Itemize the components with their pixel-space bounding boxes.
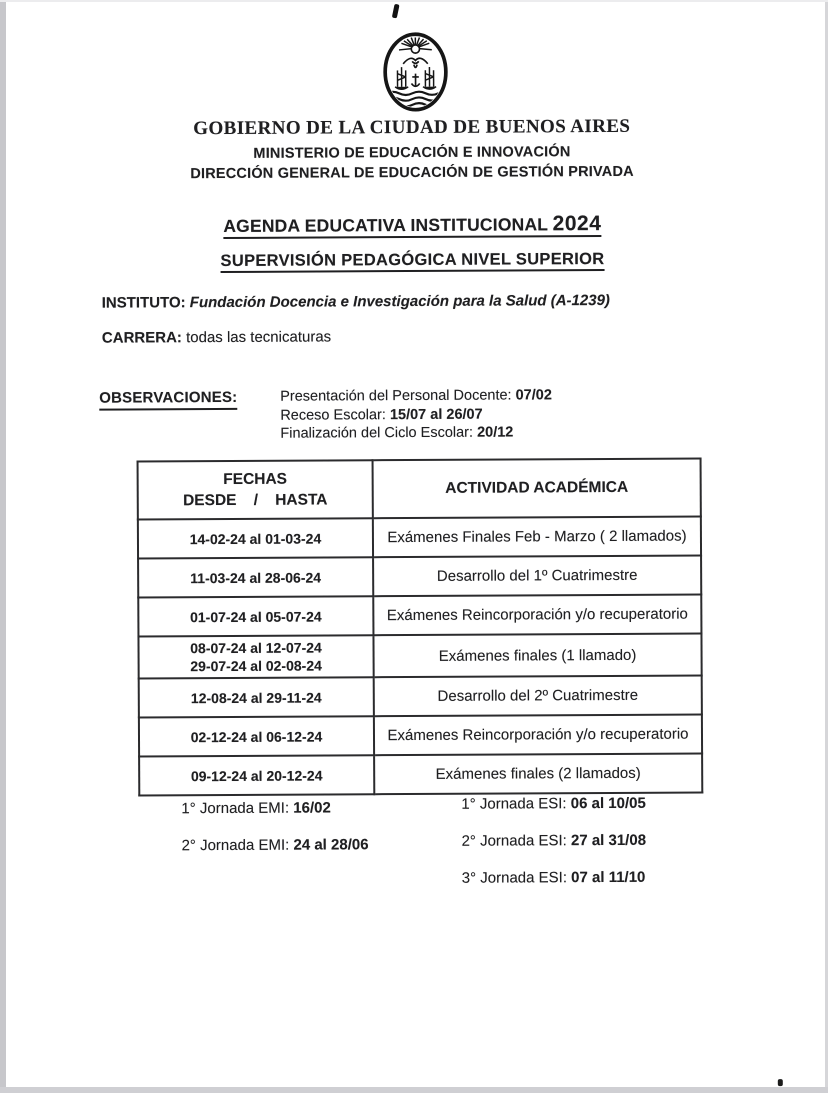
government-header bbox=[0, 115, 826, 183]
instituto-label: INSTITUTO: bbox=[101, 294, 186, 312]
date-range: 29-07-24 al 02-08-24 bbox=[190, 657, 322, 675]
cell-dates bbox=[138, 557, 373, 597]
cell-activity: Exámenes finales (1 llamado) bbox=[373, 633, 701, 677]
ministry-title: MINISTERIO DE EDUCACIÓN E INNOVACIÓN bbox=[253, 144, 571, 162]
observaciones-label: OBSERVACIONES: bbox=[99, 389, 237, 411]
agenda-title bbox=[0, 211, 826, 239]
observacion-item-text: Presentación del Personal Docente: bbox=[280, 387, 512, 405]
jornada-esi-item-value: 06 al 10/05 bbox=[570, 794, 646, 813]
date-range: 11-03-24 al 28-06-24 bbox=[190, 568, 322, 586]
carrera-value: todas las tecnicaturas bbox=[186, 328, 332, 347]
observaciones-list bbox=[280, 386, 552, 443]
cell-activity: Exámenes finales (2 llamados) bbox=[374, 753, 702, 794]
jornada-esi-item bbox=[461, 832, 646, 853]
gov-title: GOBIERNO DE LA CIUDAD DE BUENOS AIRES bbox=[193, 115, 631, 140]
cell-activity: Desarrollo del 2º Cuatrimestre bbox=[374, 675, 702, 716]
jornada-emi-item-value: 24 al 28/06 bbox=[293, 836, 369, 854]
scan-artifact-speck bbox=[778, 1079, 783, 1086]
observacion-item bbox=[280, 386, 552, 406]
jornada-esi-item bbox=[462, 869, 647, 890]
jornada-esi-item-text: 2° Jornada ESI: bbox=[461, 832, 567, 850]
coat-of-arms-icon bbox=[374, 25, 456, 119]
jornada-emi-item-text: 2° Jornada EMI: bbox=[181, 836, 290, 855]
table-row bbox=[139, 675, 702, 717]
carrera-label: CARRERA: bbox=[101, 329, 182, 347]
table-row bbox=[139, 753, 702, 795]
table-row bbox=[138, 633, 701, 678]
table-row bbox=[138, 594, 701, 636]
col-header-fechas bbox=[138, 460, 373, 519]
observacion-item-text: Finalización del Ciclo Escolar: bbox=[280, 424, 474, 442]
instituto-line bbox=[102, 292, 610, 312]
date-range: 02-12-24 al 06-12-24 bbox=[190, 727, 323, 745]
academic-schedule-table bbox=[137, 457, 704, 796]
jornada-emi-item bbox=[181, 799, 368, 820]
cell-dates bbox=[139, 755, 374, 795]
agenda-title-text: AGENDA EDUCATIVA INSTITUCIONAL bbox=[223, 214, 549, 236]
cell-dates bbox=[139, 677, 374, 717]
jornada-emi-item-value: 16/02 bbox=[293, 799, 331, 817]
scan-artifact-mark bbox=[392, 4, 400, 19]
jornada-emi-item bbox=[182, 836, 369, 857]
cell-dates bbox=[138, 518, 373, 558]
carrera-line bbox=[102, 328, 331, 346]
supervision-title-text: SUPERVISIÓN PEDAGÓGICA NIVEL SUPERIOR bbox=[220, 250, 604, 273]
jornada-esi-item-value: 27 al 31/08 bbox=[570, 831, 647, 850]
supervision-title bbox=[0, 249, 827, 272]
jornada-esi-item bbox=[461, 795, 646, 816]
agenda-year: 2024 bbox=[552, 212, 602, 236]
jornada-esi-item-text: 3° Jornada ESI: bbox=[461, 869, 568, 887]
date-range: 09-12-24 al 20-12-24 bbox=[190, 766, 323, 784]
jornada-esi-item-text: 1° Jornada ESI: bbox=[461, 795, 567, 813]
date-range: 01-07-24 al 05-07-24 bbox=[190, 607, 322, 625]
cell-activity: Exámenes Finales Feb - Marzo ( 2 llamados) bbox=[373, 516, 701, 557]
jornada-emi-item-text: 1° Jornada EMI: bbox=[181, 799, 290, 818]
fechas-label: FECHAS bbox=[223, 470, 288, 488]
direction-title: DIRECCIÓN GENERAL DE EDUCACIÓN DE GESTIÓN PRIVADA bbox=[190, 163, 634, 183]
cell-dates bbox=[138, 635, 373, 678]
table-row bbox=[139, 714, 702, 756]
observacion-item-value: 15/07 al 26/07 bbox=[389, 406, 483, 423]
date-range: 12-08-24 al 29-11-24 bbox=[190, 688, 322, 706]
cell-activity: Exámenes Reincorporación y/o recuperatorio bbox=[373, 594, 701, 635]
jornada-esi-item-value: 07 al 11/10 bbox=[571, 868, 646, 887]
observacion-item bbox=[280, 423, 552, 443]
observacion-item-value: 07/02 bbox=[515, 387, 552, 404]
date-range: 08-07-24 al 12-07-24 bbox=[190, 639, 322, 657]
date-range: 14-02-24 al 01-03-24 bbox=[189, 529, 322, 547]
cell-activity: Exámenes Reincorporación y/o recuperatorio bbox=[374, 714, 702, 755]
desde-hasta-label: DESDE / HASTA bbox=[183, 490, 328, 509]
observacion-item bbox=[280, 405, 552, 425]
instituto-value: Fundación Docencia e Investigación para la Salud (A-1239) bbox=[189, 291, 610, 312]
table-row bbox=[138, 516, 701, 558]
observacion-item-value: 20/12 bbox=[477, 424, 514, 441]
cell-activity: Desarrollo del 1º Cuatrimestre bbox=[373, 555, 701, 596]
jornadas-esi-list bbox=[461, 795, 646, 907]
jornadas-emi-list bbox=[181, 799, 368, 874]
col-header-actividad: ACTIVIDAD ACADÉMICA bbox=[373, 458, 701, 518]
observacion-item-text: Receso Escolar: bbox=[280, 406, 386, 424]
table-row bbox=[138, 555, 701, 597]
cell-dates bbox=[139, 716, 374, 756]
cell-dates bbox=[138, 596, 373, 636]
table-header-row bbox=[138, 458, 701, 519]
